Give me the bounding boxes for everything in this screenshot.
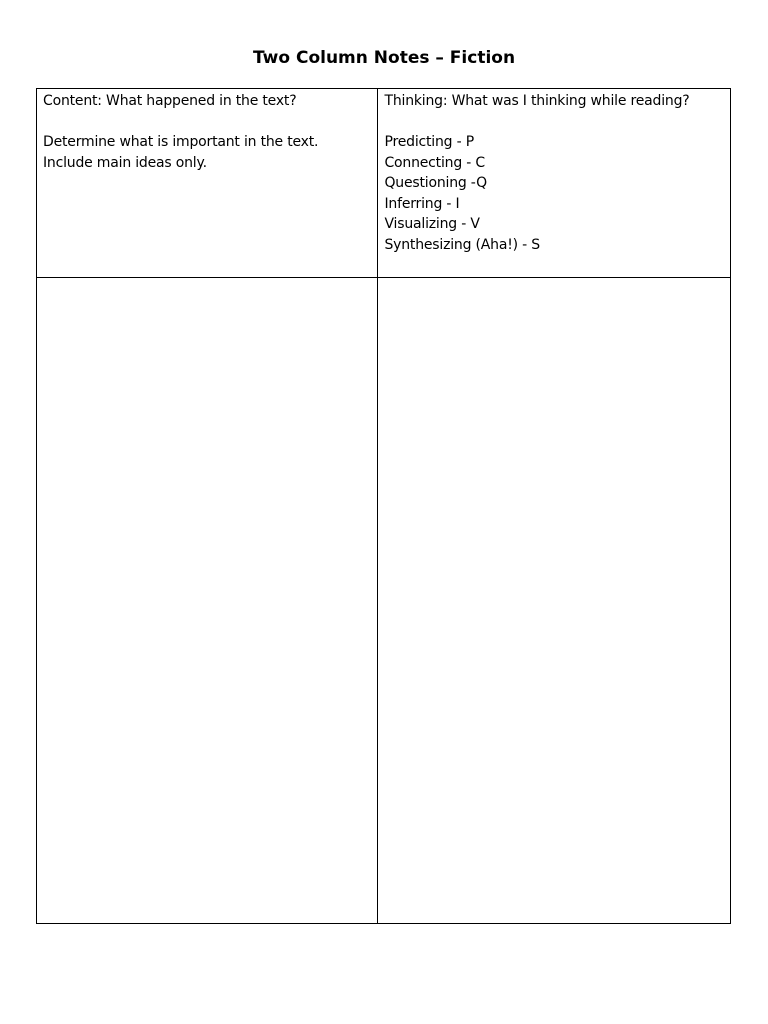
content-header-cell [37,89,378,278]
thinking-heading: Thinking: What was I thinking while reading? [384,93,690,109]
header-row [37,89,731,278]
strategy-connecting: Connecting - C [384,154,485,171]
two-column-notes-table [36,88,731,924]
spacer [43,112,371,133]
strategy-visualizing: Visualizing - V [384,216,480,232]
strategy-inferring: Inferring - I [384,195,460,212]
strategy-synthesizing: Synthesizing (Aha!) - S [384,236,540,253]
strategy-predicting: Predicting - P [384,134,474,150]
page-title: Two Column Notes – Fiction [252,48,516,68]
thinking-notes-area[interactable] [378,278,731,924]
content-instruction-2: Include main ideas only. [43,154,207,171]
content-notes-area[interactable] [37,278,378,924]
thinking-header-cell [378,89,731,278]
strategy-questioning: Questioning -Q [384,175,487,191]
spacer [384,112,724,133]
notes-body-row [37,278,731,924]
content-instruction-1: Determine what is important in the text. [43,134,319,150]
content-heading: Content: What happened in the text? [43,93,297,109]
